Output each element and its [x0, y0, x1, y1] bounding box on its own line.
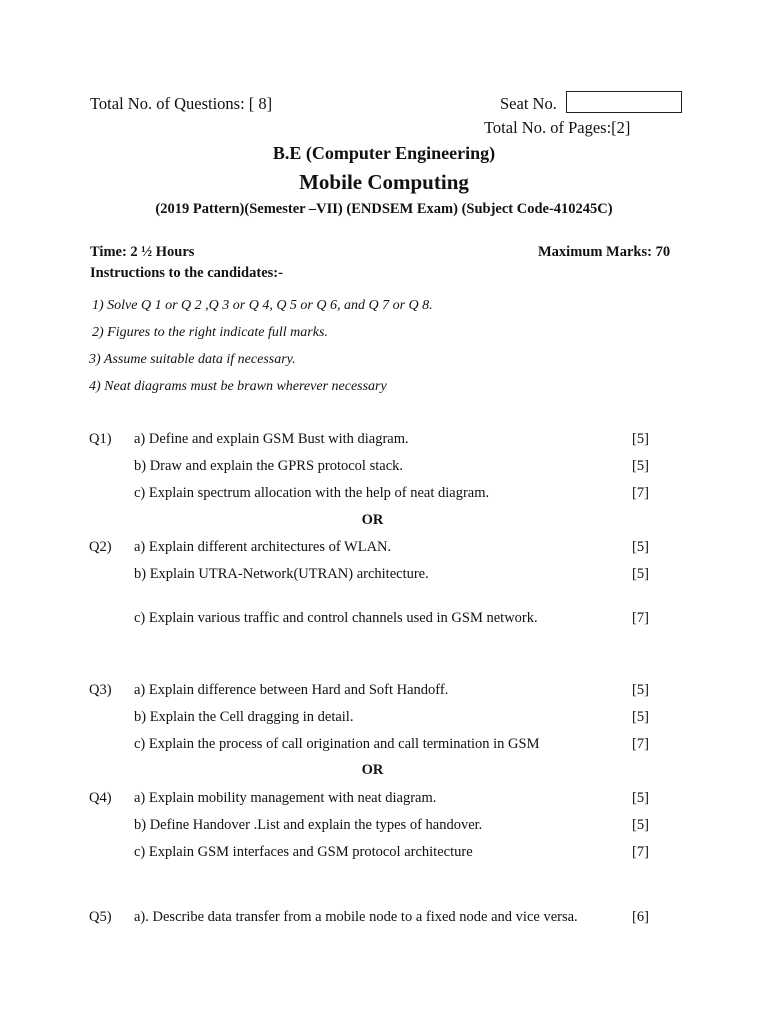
course-title: B.E (Computer Engineering) — [272, 143, 496, 163]
exam-time: Time: 2 ½ Hours — [90, 244, 195, 260]
question-marks: [5] — [632, 682, 649, 698]
question-marks: [5] — [632, 458, 649, 474]
total-questions: Total No. of Questions: [ 8] — [90, 94, 273, 113]
question-number: Q4) — [89, 790, 112, 806]
question-marks: [5] — [632, 539, 649, 555]
question-marks: [5] — [632, 566, 649, 582]
total-pages: Total No. of Pages:[2] — [484, 118, 631, 137]
question-marks: [7] — [632, 485, 649, 501]
question-number: Q1) — [89, 431, 112, 447]
question-number: Q5) — [89, 909, 112, 925]
question-marks: [6] — [632, 909, 649, 925]
instruction-item: 2) Figures to the right indicate full marks. — [92, 325, 328, 340]
instruction-item: 3) Assume suitable data if necessary. — [89, 352, 296, 367]
question-text: c) Explain spectrum allocation with the help of neat diagram. — [134, 485, 490, 501]
question-text: a). Describe data transfer from a mobile node to a fixed node and vice versa. — [134, 909, 578, 925]
question-marks: [7] — [632, 844, 649, 860]
question-marks: [7] — [632, 610, 649, 626]
question-text: c) Explain GSM interfaces and GSM protocol architecture — [134, 844, 473, 860]
question-text: b) Draw and explain the GPRS protocol stack. — [134, 458, 404, 474]
question-marks: [5] — [632, 790, 649, 806]
question-marks: [5] — [632, 709, 649, 725]
question-text: b) Explain the Cell dragging in detail. — [134, 709, 354, 725]
question-marks: [5] — [632, 431, 649, 447]
question-text: a) Explain difference between Hard and Soft Handoff. — [134, 682, 449, 698]
seat-no-label: Seat No. — [500, 94, 557, 113]
question-text: c) Explain the process of call origination and call termination in GSM — [134, 736, 540, 752]
question-text: a) Explain different architectures of WLAN. — [134, 539, 392, 555]
question-text: b) Explain UTRA-Network(UTRAN) architecture. — [134, 566, 429, 582]
instruction-item: 4) Neat diagrams must be brawn wherever necessary — [89, 379, 387, 394]
question-number: Q3) — [89, 682, 112, 698]
exam-details: (2019 Pattern)(Semester –VII) (ENDSEM Exam) (Subject Code-410245C) — [155, 201, 613, 217]
max-marks: Maximum Marks: 70 — [538, 244, 671, 260]
instructions-heading: Instructions to the candidates:- — [90, 265, 283, 281]
or-separator: OR — [361, 762, 384, 778]
question-text: c) Explain various traffic and control channels used in GSM network. — [134, 610, 538, 626]
seat-no-box[interactable] — [566, 91, 682, 113]
question-text: b) Define Handover .List and explain the types of handover. — [134, 817, 483, 833]
question-number: Q2) — [89, 539, 112, 555]
question-marks: [5] — [632, 817, 649, 833]
question-text: a) Define and explain GSM Bust with diagram. — [134, 431, 409, 447]
question-marks: [7] — [632, 736, 649, 752]
question-text: a) Explain mobility management with neat diagram. — [134, 790, 437, 806]
instruction-item: 1) Solve Q 1 or Q 2 ,Q 3 or Q 4, Q 5 or Q 6, and Q 7 or Q 8. — [92, 298, 433, 313]
or-separator: OR — [361, 512, 384, 528]
subject-title: Mobile Computing — [299, 170, 469, 194]
